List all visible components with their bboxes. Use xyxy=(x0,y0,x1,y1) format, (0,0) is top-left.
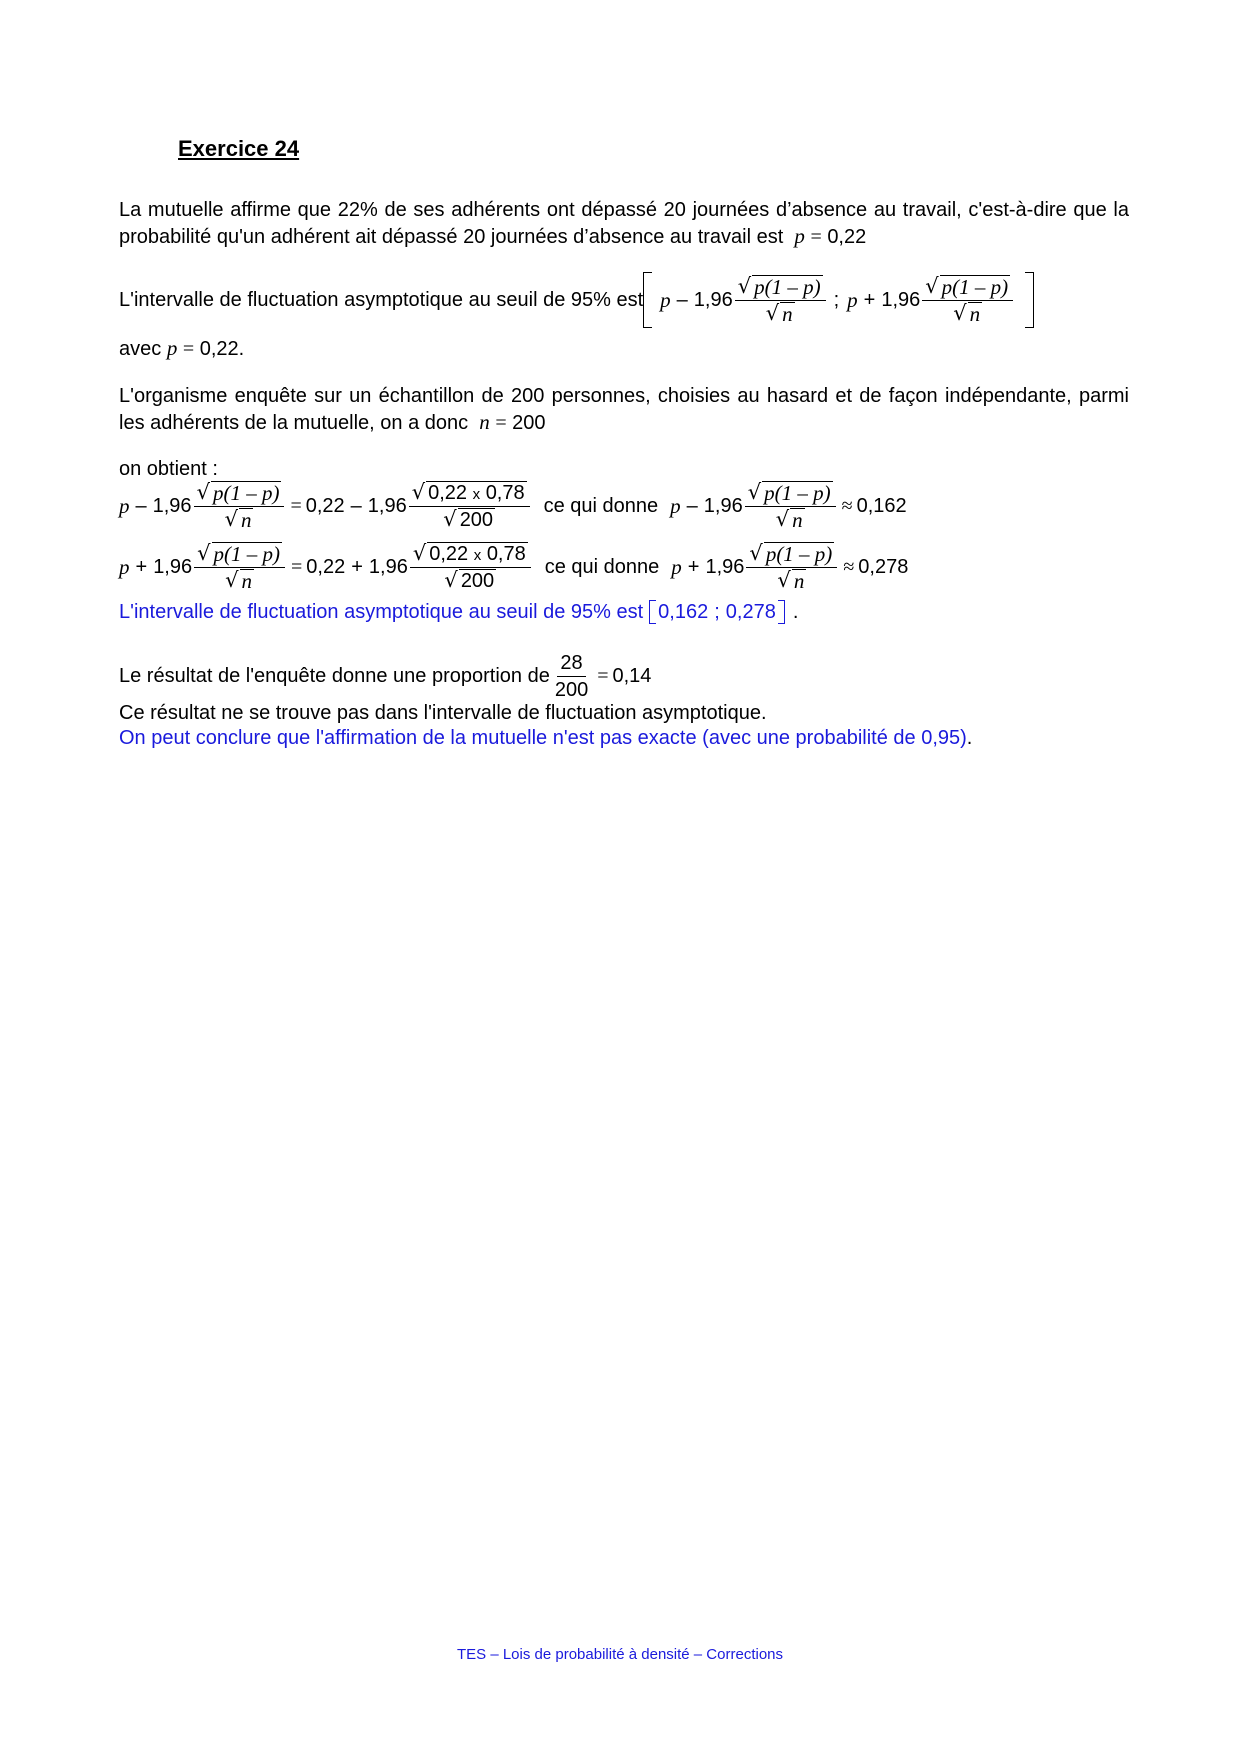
fraction-sqrt-p-over-sqrt-n: √ p(1 – p) √ n xyxy=(922,275,1013,326)
right-bracket xyxy=(778,600,785,624)
sqrt-icon: √ xyxy=(224,507,238,531)
on-obtient-line: on obtient : xyxy=(119,458,218,480)
fraction-sqrt-p-over-sqrt-n: √ p(1 – p) √ n xyxy=(735,275,826,326)
lower-bound-computation: p – 1,96 √ p(1 – p) √ n = 0,22 – 1,96 √ 0,22 x 0,78 √ 200 ce qui donne p – 1,96 √ p(1 – p) √ n ≈ 0,162 xyxy=(119,480,907,532)
sqrt-icon: √ xyxy=(197,541,211,565)
sqrt-icon: √ xyxy=(925,273,939,298)
sqrt-icon: √ xyxy=(953,300,967,325)
sqrt-icon: √ xyxy=(749,541,763,565)
left-bracket xyxy=(649,600,656,624)
sqrt-icon: √ xyxy=(444,568,458,592)
sqrt-icon: √ xyxy=(443,507,457,531)
sqrt-icon: √ xyxy=(737,273,752,298)
avec-line: avec p = 0,22. xyxy=(119,336,245,360)
result-interval: L'intervalle de fluctuation asymptotique au seuil de 95% est 0,162 ; 0,278 . xyxy=(119,600,799,623)
sqrt-icon: √ xyxy=(777,568,791,592)
sqrt-icon: √ xyxy=(196,480,210,504)
paragraph-claim: La mutuelle affirme que 22% de ses adhérents ont dépassé 20 journées d’absence au travail, c'est-à-dire que la probabilité qu'un adhérent ait dépassé 20 journées d’absence au travail est p = 0,22 xyxy=(119,199,1129,248)
exercise-title: Exercice 24 xyxy=(178,136,300,161)
sqrt-icon: √ xyxy=(225,568,239,592)
upper-bound-computation: p + 1,96 √ p(1 – p) √ n = 0,22 + 1,96 √ 0,22 x 0,78 √ 200 ce qui donne p + 1,96 √ p(1 – p) √ n ≈ 0,278 xyxy=(119,541,909,593)
sqrt-icon: √ xyxy=(765,300,780,325)
paragraph-sample: L'organisme enquête sur un échantillon de 200 personnes, choisies au hasard et de façon indépendante, parmi les adhérents de la mutuelle, on a donc n = 200 xyxy=(119,385,1129,434)
interval-definition: L'intervalle de fluctuation asymptotique au seuil de 95% est p – 1,96 √ p(1 – p) √ n ; p + 1,96 √ p(1 – p) √ n xyxy=(119,272,1034,328)
right-bracket xyxy=(1025,272,1034,328)
sqrt-icon: √ xyxy=(747,480,762,504)
sqrt-icon: √ xyxy=(775,507,790,531)
conclusion-line: On peut conclure que l'affirmation de la mutuelle n'est pas exacte (avec une probabilité de 0,95). xyxy=(119,727,973,749)
sqrt-icon: √ xyxy=(412,541,427,565)
page-footer: TES – Lois de probabilité à densité – Corrections xyxy=(456,1646,783,1663)
fraction-28-over-200: $\frac{28}{200}$ xyxy=(554,652,589,701)
proportion-line: Le résultat de l'enquête donne une proportion de $\frac{28}{200}$ = 0,14 xyxy=(119,652,652,701)
sqrt-icon: √ xyxy=(411,480,426,504)
left-bracket xyxy=(643,272,652,328)
not-in-interval-line: Ce résultat ne se trouve pas dans l'intervalle de fluctuation asymptotique. xyxy=(119,702,767,724)
